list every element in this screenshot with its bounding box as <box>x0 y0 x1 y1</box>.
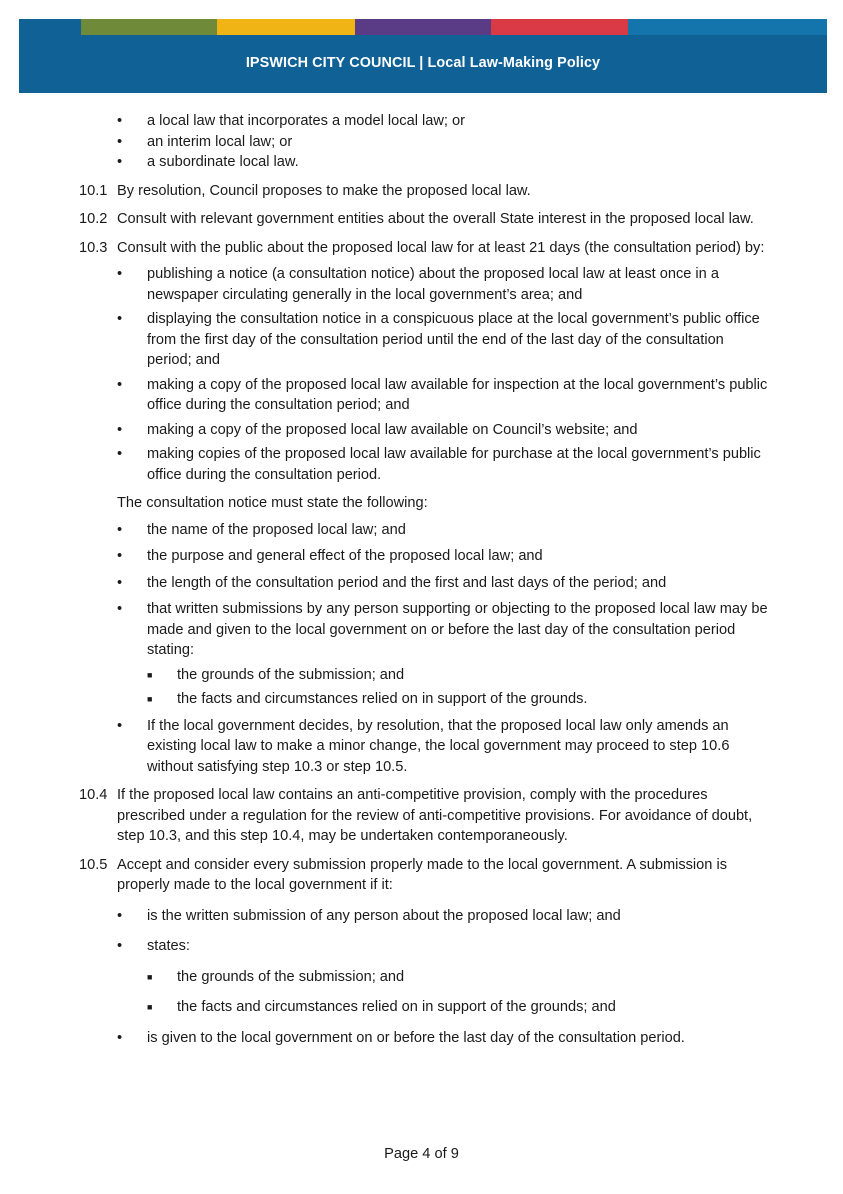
bullet-icon: • <box>117 907 123 924</box>
bullet-icon: • <box>117 446 123 462</box>
page-header <box>19 19 827 93</box>
list-item: • making a copy of the proposed local law available for inspection at the local government’s public office during the consultation period; and <box>117 376 768 413</box>
sub-list-item: ■ the facts and circumstances relied on in support of the grounds. <box>79 689 769 710</box>
bullet-icon: • <box>117 266 123 282</box>
bullet-icon: • <box>117 311 123 327</box>
square-bullet-icon: ■ <box>147 971 153 982</box>
notice-intro: The consultation notice must state the following: <box>117 495 428 511</box>
square-bullet-icon: ■ <box>147 694 153 704</box>
list-item: • is the written submission of any person about the proposed local law; and <box>79 906 769 927</box>
bullet-icon: • <box>117 376 123 393</box>
sub-list-item: ■ the grounds of the submission; and <box>79 967 769 988</box>
section-10-3: 10.3 Consult with the public about the proposed local law for at least 21 days (the consultation period) by: <box>79 238 769 259</box>
bullet-icon: • <box>117 938 123 954</box>
section-10-5: 10.5 Accept and consider every submission properly made to the local government. A submission is properly made to the local government if it: <box>79 856 728 893</box>
list-item: • that written submissions by any person supporting or objecting to the proposed local law may be made and given to the local government on or before the last day of the consultation period stating: <box>117 601 768 658</box>
section-10-2: 10.2 Consult with relevant government entities about the overall State interest in the proposed local law. <box>79 209 769 230</box>
list-item: • publishing a notice (a consultation notice) about the proposed local law at least once in a newspaper circulating generally in the local government’s area; and <box>117 266 719 303</box>
stripe-purple <box>355 19 491 35</box>
stripe-yellow <box>217 19 355 35</box>
bullet-icon: • <box>117 521 123 538</box>
document-body <box>79 111 769 1048</box>
section-number: 10.4 <box>79 787 108 803</box>
stripe-green <box>81 19 217 35</box>
list-item: • a subordinate local law. <box>79 152 769 173</box>
bullet-icon: • <box>117 1029 123 1046</box>
section-number: 10.3 <box>79 239 108 256</box>
list-item: • an interim local law; or <box>79 132 769 153</box>
bullet-icon: • <box>117 113 123 129</box>
bullet-icon: • <box>117 601 123 617</box>
list-item: • the name of the proposed local law; and <box>79 520 769 541</box>
sub-list-item: ■ the facts and circumstances relied on in support of the grounds; and <box>79 997 769 1018</box>
bullet-icon: • <box>117 574 123 591</box>
list-item: • a local law that incorporates a model local law; or <box>79 111 769 132</box>
sub-list-item: ■ the grounds of the submission; and <box>79 665 769 686</box>
list-item: • is given to the local government on or before the last day of the consultation period. <box>79 1028 769 1049</box>
section-number: 10.5 <box>79 856 108 873</box>
list-item: • displaying the consultation notice in a conspicuous place at the local government’s public office from the first day of the consultation period until the end of the last day of the consultation period; and <box>117 311 760 368</box>
bullet-icon: • <box>117 421 123 438</box>
bullet-icon: • <box>117 717 123 734</box>
stripe-blue <box>628 19 827 35</box>
bullet-icon: • <box>117 133 123 150</box>
bullet-icon: • <box>117 154 123 170</box>
list-item: • If the local government decides, by resolution, that the proposed local law only amends an existing local law to make a minor change, the local government may proceed to step 10.6 without satisfying step 10.3 or step 10.5. <box>117 717 730 775</box>
list-item: • the length of the consultation period and the first and last days of the period; and <box>79 573 769 594</box>
section-10-1: 10.1 By resolution, Council proposes to make the proposed local law. <box>79 181 769 202</box>
square-bullet-icon: ■ <box>147 669 153 680</box>
section-number: 10.1 <box>79 182 108 199</box>
list-item: • the purpose and general effect of the proposed local law; and <box>79 546 769 567</box>
section-10-4: 10.4 If the proposed local law contains an anti-competitive provision, comply with the procedures prescribed under a regulation for the review of anti-competitive provisions. For avoidance of doubt, step 10.3, and this step 10.4, may be undertaken contemporaneously. <box>79 787 753 844</box>
page-number: Page 4 of 9 <box>384 1146 459 1162</box>
stripe-red <box>491 19 628 35</box>
list-item: • making a copy of the proposed local law available on Council’s website; and <box>79 420 769 441</box>
bullet-icon: • <box>117 548 123 564</box>
header-title: IPSWICH CITY COUNCIL | Local Law-Making Policy <box>245 55 601 71</box>
list-item: • states: <box>79 936 769 957</box>
square-bullet-icon: ■ <box>147 1002 153 1012</box>
color-stripes <box>81 19 827 35</box>
section-number: 10.2 <box>79 211 108 227</box>
list-item: • making copies of the proposed local law available for purchase at the local government’s public office during the consultation period. <box>117 446 761 483</box>
